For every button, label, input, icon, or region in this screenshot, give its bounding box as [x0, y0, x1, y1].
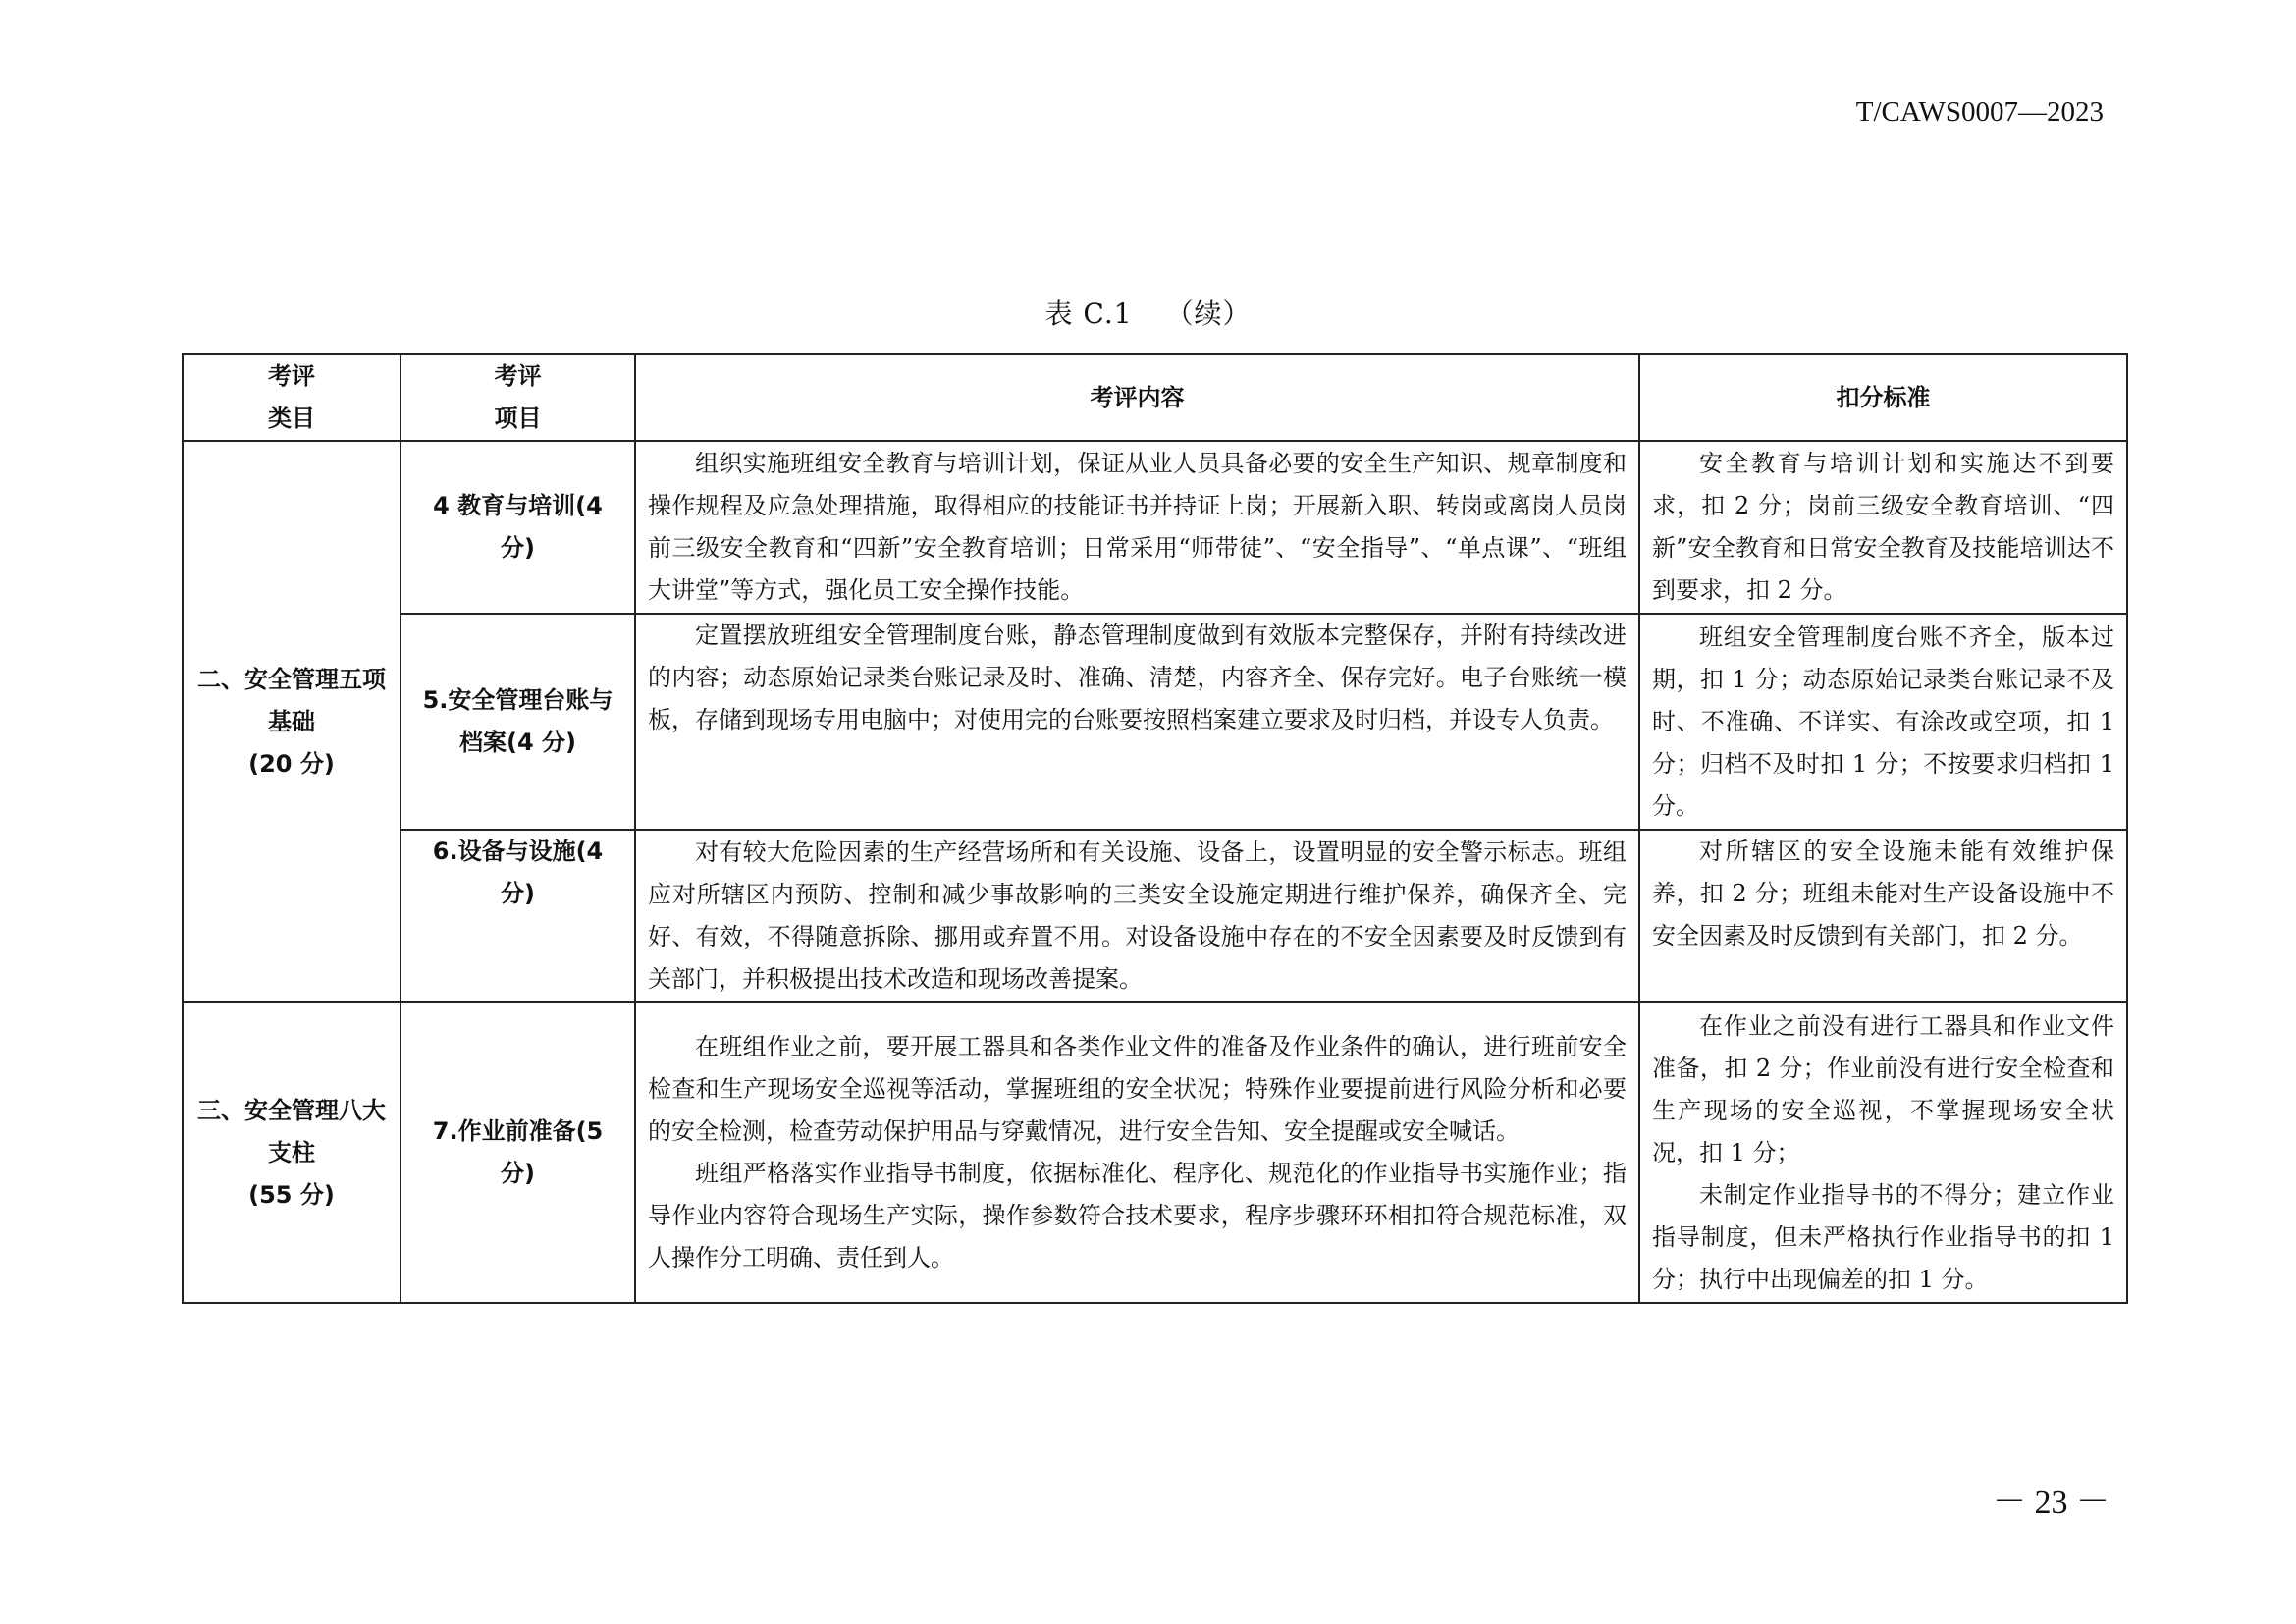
table-header-row	[183, 354, 2127, 441]
table-row	[183, 441, 2127, 614]
content-cell: 对有较大危险因素的生产经营场所和有关设施、设备上，设置明显的安全警示标志。班组应对所辖区内预防、控制和减少事故影响的三类安全设施定期进行维护保养，确保齐全、完好、有效，不得随意拆除、挪用或弃置不用。对设备设施中存在的不安全因素要及时反馈到有关部门，并积极提出技术改造和现场改善提案。	[635, 830, 1639, 1002]
table-row	[183, 830, 2127, 1002]
item-cell: 4 教育与培训(4 分)	[400, 441, 635, 614]
header-deduction: 扣分标准	[1639, 354, 2127, 441]
table-title	[0, 293, 2296, 332]
item-cell: 7.作业前准备(5 分)	[400, 1002, 635, 1303]
deduction-cell: 安全教育与培训计划和实施达不到要求，扣 2 分；岗前三级安全教育培训、“四新”安全教育和日常安全教育及技能培训达不到要求，扣 2 分。	[1639, 441, 2127, 614]
deduction-cell: 对所辖区的安全设施未能有效维护保养，扣 2 分；班组未能对生产设备设施中不安全因素及时反馈到有关部门，扣 2 分。	[1639, 830, 2127, 1002]
header-item: 考评 项目	[400, 354, 635, 441]
deduction-cell: 班组安全管理制度台账不齐全，版本过期，扣 1 分；动态原始记录类台账记录不及时、不准确、不详实、有涂改或空项，扣 1 分；归档不及时扣 1 分；不按要求归档扣 1 分。	[1639, 614, 2127, 830]
item-cell: 5.安全管理台账与 档案(4 分)	[400, 614, 635, 830]
header-category: 考评 类目	[183, 354, 400, 441]
header-content: 考评内容	[635, 354, 1639, 441]
category-cell: 二、安全管理五项 基础 (20 分)	[183, 441, 400, 1002]
content-cell: 定置摆放班组安全管理制度台账，静态管理制度做到有效版本完整保存，并附有持续改进的内容；动态原始记录类台账记录及时、准确、清楚，内容齐全、保存完好。电子台账统一模板，存储到现场专用电脑中；对使用完的台账要按照档案建立要求及时归档，并设专人负责。	[635, 614, 1639, 830]
evaluation-table	[182, 353, 2128, 1304]
content-cell: 组织实施班组安全教育与培训计划，保证从业人员具备必要的安全生产知识、规章制度和操作规程及应急处理措施，取得相应的技能证书并持证上岗；开展新入职、转岗或离岗人员岗前三级安全教育和“四新”安全教育培训；日常采用“师带徒”、“安全指导”、“单点课”、“班组大讲堂”等方式，强化员工安全操作技能。	[635, 441, 1639, 614]
table-row	[183, 614, 2127, 830]
content-cell: 在班组作业之前，要开展工器具和各类作业文件的准备及作业条件的确认，进行班前安全检查和生产现场安全巡视等活动，掌握班组的安全状况；特殊作业要提前进行风险分析和必要的安全检测，检查劳动保护用品与穿戴情况，进行安全告知、安全提醒或安全喊话。 班组严格落实作业指导书制度，依据标准化、程序化、规范化的作业指导书实施作业；指导作业内容符合现场生产实际，操作参数符合技术要求，程序步骤环环相扣符合规范标准，双人操作分工明确、责任到人。	[635, 1002, 1639, 1303]
category-cell: 三、安全管理八大 支柱 (55 分)	[183, 1002, 400, 1303]
table-title-suffix: （续）	[1165, 298, 1252, 330]
item-cell: 6.设备与设施(4 分)	[400, 830, 635, 1002]
page-number: － 23 －	[1993, 1485, 2109, 1521]
table-row	[183, 1002, 2127, 1303]
table-title-label: 表 C.1	[1044, 298, 1133, 330]
deduction-cell: 在作业之前没有进行工器具和作业文件准备，扣 2 分；作业前没有进行安全检查和生产现场的安全巡视，不掌握现场安全状况，扣 1 分； 未制定作业指导书的不得分；建立作业指导制度，但未严格执行作业指导书的扣 1 分；执行中出现偏差的扣 1 分。	[1639, 1002, 2127, 1303]
document-code: T/CAWS0007—2023	[1855, 96, 2104, 128]
